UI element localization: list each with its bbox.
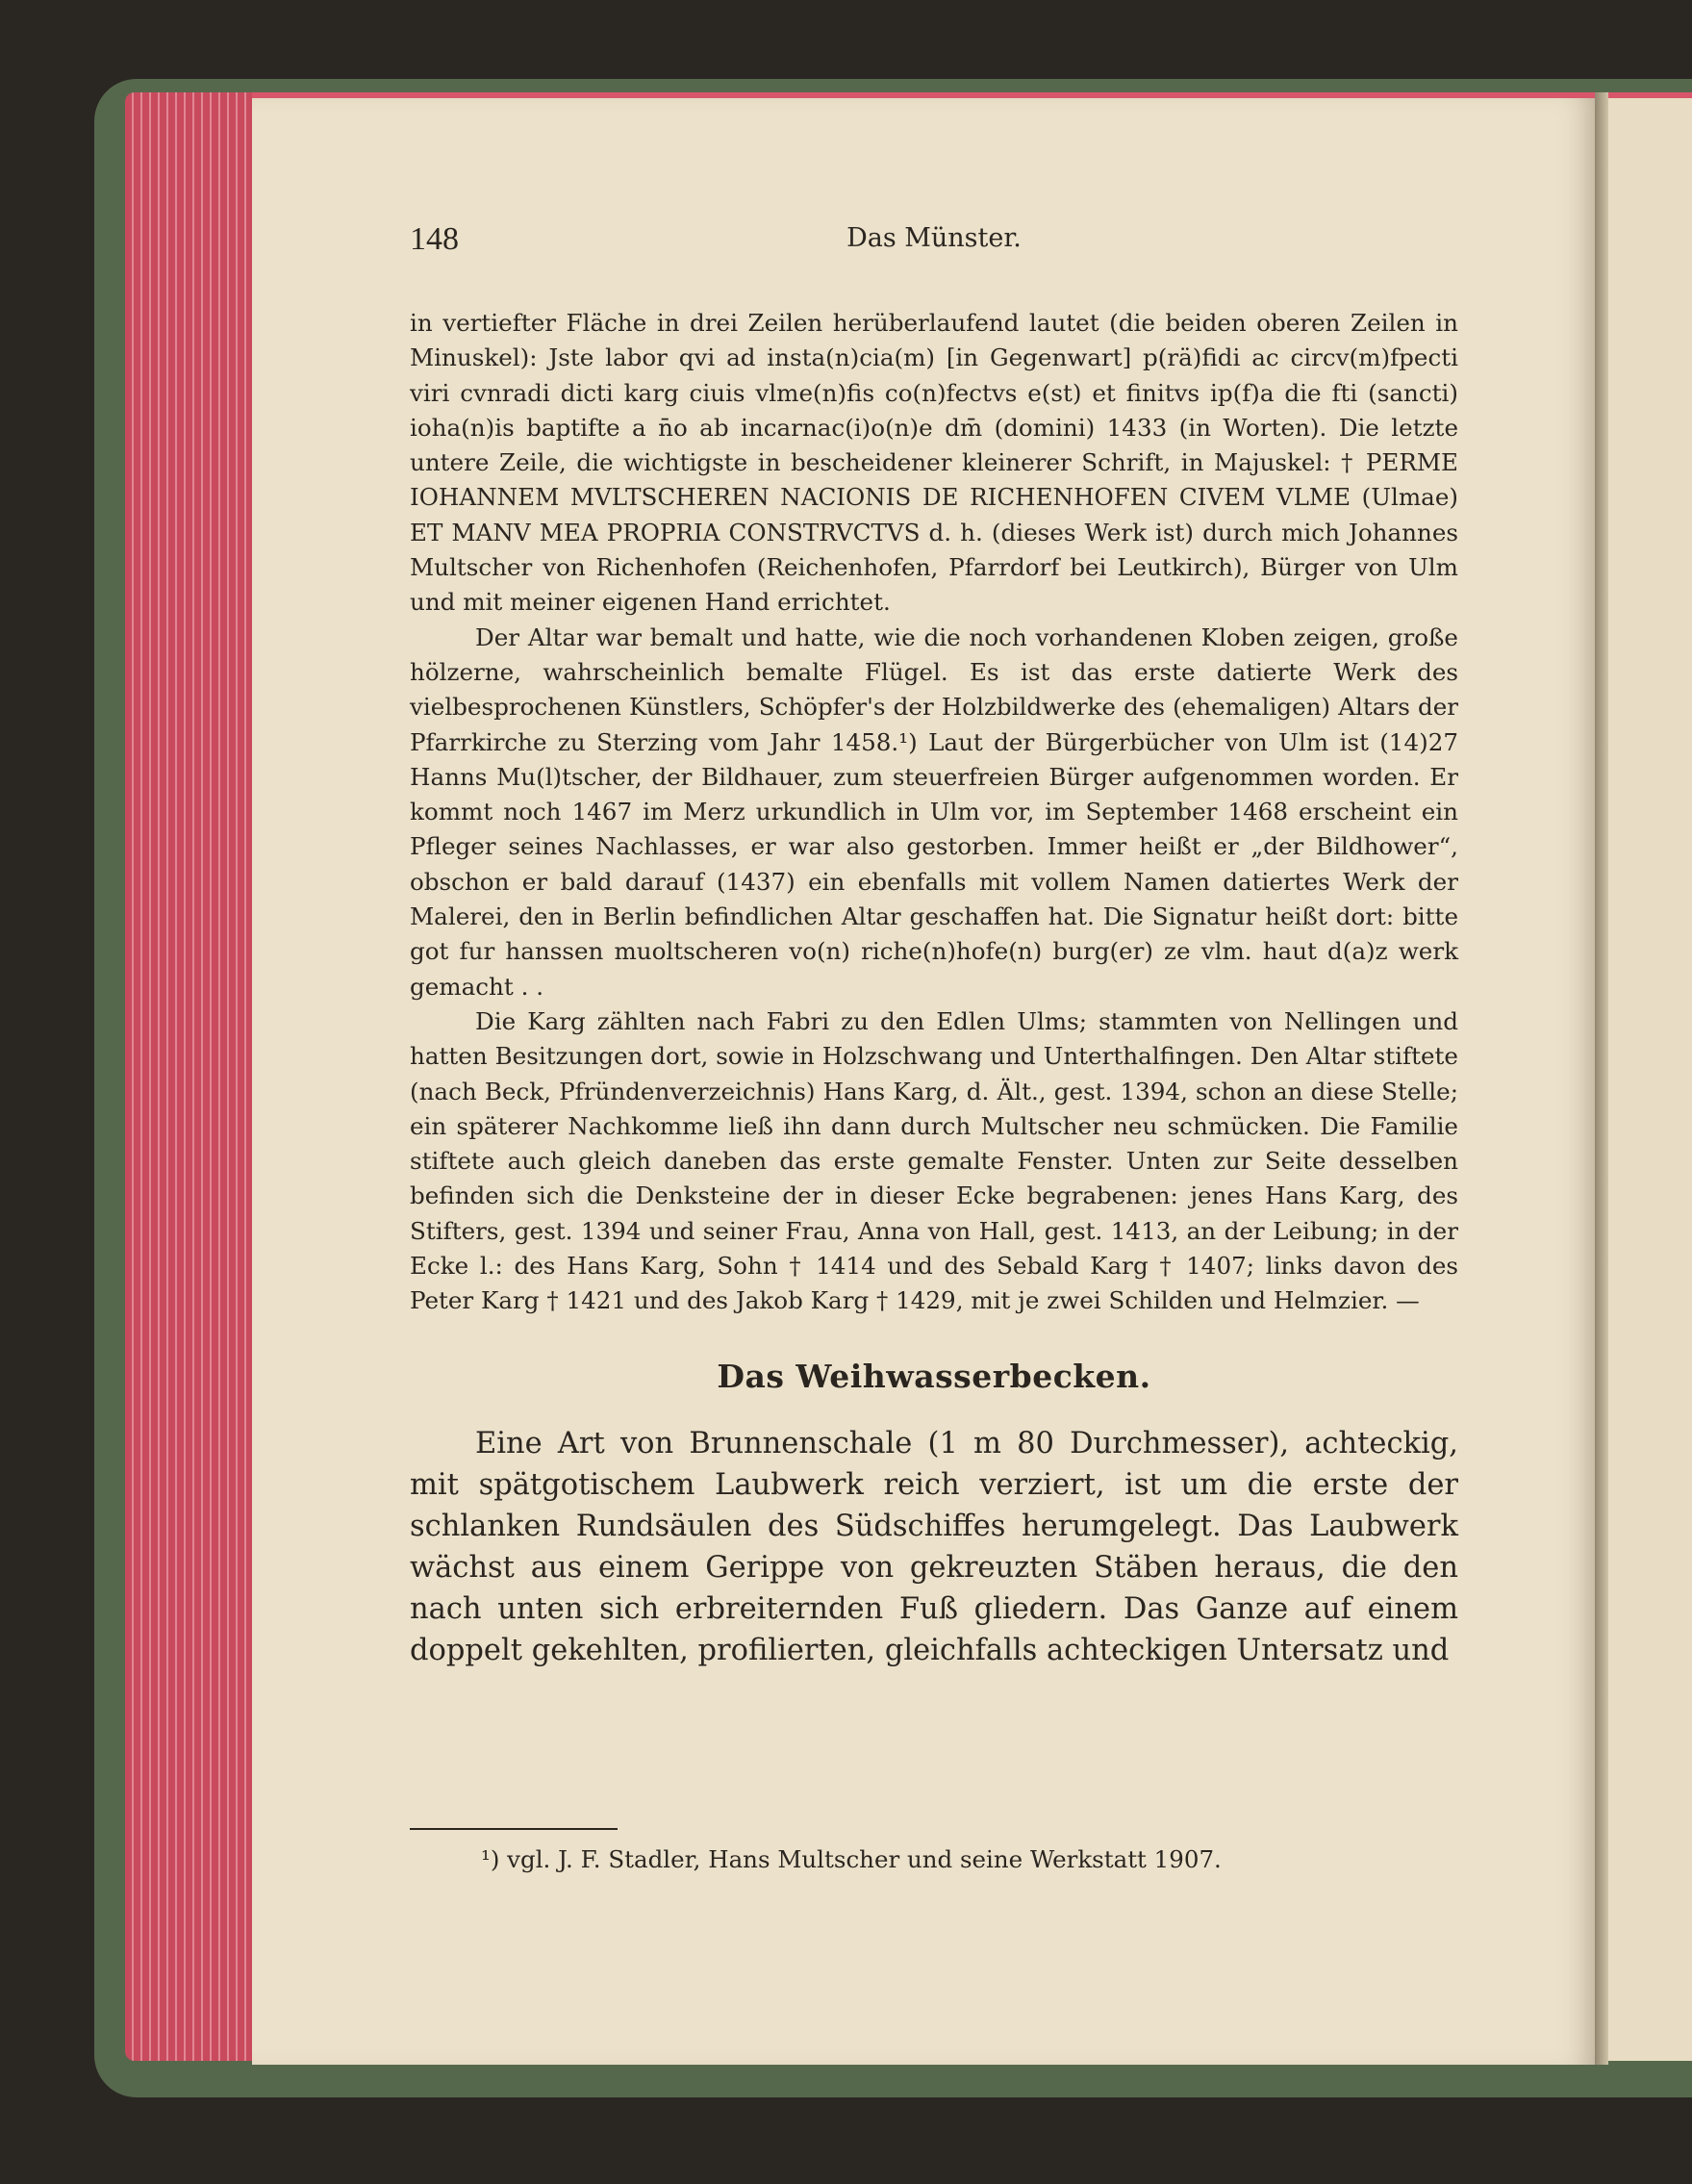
footnote: ¹) vgl. J. F. Stadler, Hans Multscher und seine Werkstatt 1907.	[481, 1845, 1222, 1873]
paragraph: Der Altar war bemalt und hatte, wie die noch vorhandenen Kloben zeigen, große hölzerne, wahrscheinlich bemalte Flügel. Es ist das erste datierte Werk des vielbesprochenen Künstlers, Schöpfer's der Holzbildwerke des (ehemaligen) Altars der Pfarrkirche zu Sterzing vom Jahr 1458.¹) Laut der Bürgerbücher von Ulm ist (14)27 Hanns Mu(l)tscher, der Bildhauer, zum steuerfreien Bürger aufgenommen worden. Er kommt noch 1467 im Merz urkundlich in Ulm vor, im September 1468 erscheint ein Pfleger seines Nachlasses, er war also gestorben. Immer heißt er „der Bildhower“, obschon er bald darauf (1437) ein ebenfalls mit vollem Namen datiertes Werk der Malerei, den in Berlin befindlichen Altar geschaffen hat. Die Signatur heißt dort: bitte got fur hanssen muoltscheren vo(n) riche(n)hofe(n) burg(er) ze vlm. haut d(a)z werk gemacht . .	[410, 622, 1458, 1001]
running-title: Das Münster.	[846, 223, 1022, 253]
next-page	[1608, 98, 1692, 2061]
paragraph: in vertiefter Fläche in drei Zeilen herüberlaufend lautet (die beiden oberen Zeilen in Minuskel): Jste labor qvi ad insta(n)cia(m) [in Gegenwart] p(rä)fidi ac circv(m)fpecti viri cvnradi dicti karg ciuis vlme(n)fis co(n)fectvs e(st) et finitvs ip(f)a die fti (sancti) ioha(n)is baptifte a n̄o ab incarnac(i)o(n)e dm̄ (domini) 1433 (in Worten). Die letzte untere Zeile, die wichtigste in bescheidener kleinerer Schrift, in Majuskel: † PERME IOHANNEM MVLTSCHEREN NACIONIS DE RICHENHOFEN CIVEM VLME (Ulmae) ET MANV MEA PROPRIA CONSTRVCTVS d. h. (dieses Werk ist) durch mich Johannes Multscher von Richenhofen (Reichenhofen, Pfarrdorf bei Leutkirch), Bürger von Ulm und mit meiner eigenen Hand errichtet.	[410, 309, 1458, 617]
running-head	[410, 221, 1458, 260]
book-gutter	[1593, 92, 1608, 2065]
page-number: 148	[410, 221, 459, 257]
paragraph: Die Karg zählten nach Fabri zu den Edlen Ulms; stammten von Nellingen und hatten Besitzungen dort, sowie in Holzschwang und Unterthalfingen. Den Altar stiftete (nach Beck, Pfründenverzeichnis) Hans Karg, d. Ält., gest. 1394, schon an diese Stelle; ein späterer Nachkomme ließ ihn dann durch Multscher neu schmücken. Die Familie stiftete auch gleich daneben das erste gemalte Fenster. Unten zur Seite desselben befinden sich die Denksteine der in dieser Ecke begrabenen: jenes Hans Karg, des Stifters, gest. 1394 und seiner Frau, Anna von Hall, gest. 1413, an der Leibung; in der Ecke l.: des Hans Karg, Sohn † 1414 und des Sebald Karg † 1407; links davon des Peter Karg † 1421 und des Jakob Karg † 1429, mit je zwei Schilden und Helmzier. —	[410, 1006, 1458, 1315]
footnote-rule	[410, 1828, 618, 1830]
section-paragraph: Eine Art von Brunnenschale (1 m 80 Durchmesser), achteckig, mit spätgotischem Laubwerk reich verziert, ist um die erste der schlanken Rundsäulen des Südschiffes herumgelegt. Das Laubwerk wächst aus einem Gerippe von gekreuzten Stäben heraus, die den nach unten sich erbreiternden Fuß gliedern. Das Ganze auf einem doppelt gekehlten, profilierten, gleichfalls achteckigen Untersatz und	[410, 1426, 1458, 1667]
main-text	[410, 306, 1458, 1671]
page-edges	[125, 92, 256, 2061]
section-heading: Das Weihwasserbecken.	[717, 1357, 1151, 1395]
